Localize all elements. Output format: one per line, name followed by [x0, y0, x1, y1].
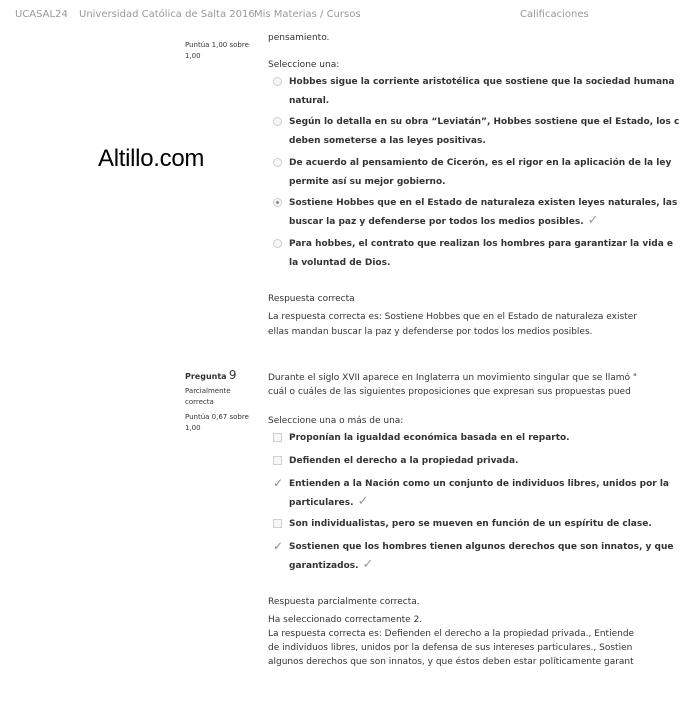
radio-button[interactable] [273, 239, 282, 248]
question-9-text: cuál o cuáles de las siguientes proposiciones que expresan sus propuestas pued [268, 387, 631, 397]
nav-grades-link[interactable]: Calificaciones [520, 9, 589, 20]
radio-button[interactable] [273, 158, 282, 167]
nav-my-courses-link[interactable]: Mis Materias / Cursos [254, 9, 361, 20]
answer-option-c[interactable] [273, 154, 671, 192]
answer-option-text: Son individualistas, pero se mueven en función de un espíritu de clase. [289, 519, 652, 529]
checkbox-option-b[interactable] [273, 452, 518, 471]
answer-option-text: Para hobbes, el contrato que realizan los hombres para garantizar la vida e [289, 239, 674, 249]
feedback-text: La respuesta correcta es: Defienden el derecho a la propiedad privada., Entiende [268, 629, 635, 639]
feedback-text: ellas mandan buscar la paz y defenderse por todos los medios posibles. [268, 327, 593, 337]
question-label: Pregunta [185, 372, 227, 381]
checkbox-option-c[interactable] [273, 475, 669, 513]
feedback-title: Respuesta parcialmente correcta. [268, 597, 420, 607]
checked-checkbox-icon[interactable]: ✓ [273, 476, 284, 490]
radio-button-selected[interactable] [273, 198, 282, 207]
feedback-text: algunos derechos que son innatos, y que éstos deben estar políticamente garant [268, 657, 634, 667]
answer-option-text: Proponían la igualdad económica basada en el reparto. [289, 433, 570, 443]
nav-site-link[interactable]: UCASAL24 [15, 9, 68, 20]
question-points: Puntúa 1,00 sobre 1,00 [185, 41, 249, 60]
correct-check-icon: ✓ [357, 494, 369, 509]
feedback-text: La respuesta correcta es: Sostiene Hobbes que en el Estado de naturaleza exister [268, 312, 637, 322]
checkbox[interactable] [273, 519, 282, 528]
correct-check-icon: ✓ [587, 213, 599, 228]
question-number-value: 9 [228, 368, 237, 382]
feedback-text: de individuos libres, unidos por la defensa de sus intereses particulares., Sostien [268, 643, 633, 653]
answer-option-text: permite así su mejor gobierno. [289, 177, 446, 187]
answer-option-text: deben someterse a las leyes positivas. [289, 136, 486, 146]
answer-option-b[interactable] [273, 113, 679, 151]
answer-option-text: Sostiene Hobbes que en el Estado de naturaleza existen leyes naturales, las [289, 198, 678, 208]
answer-option-a[interactable] [273, 73, 675, 111]
watermark-logo: Altillo.com [98, 145, 205, 172]
checkbox-option-e[interactable] [273, 538, 673, 576]
answer-option-e[interactable] [273, 235, 673, 273]
radio-button[interactable] [273, 117, 282, 126]
answer-option-text: Según lo detalla en su obra “Leviatán”, Hobbes sostiene que el Estado, los c [289, 117, 680, 127]
answer-option-text: Defienden el derecho a la propiedad privada. [289, 456, 519, 466]
question-9-text: Durante el siglo XVII aparece en Inglaterra un movimiento singular que se llamó " [268, 373, 637, 383]
question-8-prompt: Seleccione una: [268, 60, 340, 70]
question-8-text: pensamiento. [268, 33, 330, 43]
checkbox[interactable] [273, 433, 282, 442]
answer-option-text: buscar la paz y defenderse por todos los medios posibles. [289, 217, 584, 227]
checkbox[interactable] [273, 456, 282, 465]
checkbox-option-d[interactable] [273, 515, 652, 534]
answer-option-text: De acuerdo al pensamiento de Cicerón, es el rigor en la aplicación de la ley [289, 158, 672, 168]
question-9-prompt: Seleccione una o más de una: [268, 416, 404, 426]
question-number [185, 370, 260, 383]
question-8-info [185, 40, 260, 62]
answer-option-text: la voluntad de Dios. [289, 258, 391, 268]
feedback-title: Respuesta correcta [268, 294, 355, 304]
checked-checkbox-icon[interactable]: ✓ [273, 539, 284, 553]
question-points: Puntúa 0,67 sobre 1,00 [185, 413, 249, 432]
nav-university-link[interactable]: Universidad Católica de Salta 2016 [79, 9, 255, 20]
answer-option-text: Sostienen que los hombres tienen algunos derechos que son innatos, y que [289, 542, 674, 552]
answer-option-text: particulares. [289, 498, 354, 508]
answer-option-text: Hobbes sigue la corriente aristotélica que sostiene que la sociedad humana [289, 77, 675, 87]
answer-option-text: natural. [289, 96, 330, 106]
answer-option-d[interactable] [273, 194, 677, 232]
feedback-text: Ha seleccionado correctamente 2. [268, 615, 423, 625]
checkbox-option-a[interactable] [273, 429, 570, 448]
correct-check-icon: ✓ [362, 557, 374, 572]
question-9-info [185, 370, 260, 434]
question-content [268, 0, 680, 716]
answer-option-text: Entienden a la Nación como un conjunto de individuos libres, unidos por la [289, 479, 669, 489]
answer-option-text: garantizados. [289, 561, 359, 571]
question-state: Parcialmente correcta [185, 387, 231, 406]
radio-button[interactable] [273, 77, 282, 86]
